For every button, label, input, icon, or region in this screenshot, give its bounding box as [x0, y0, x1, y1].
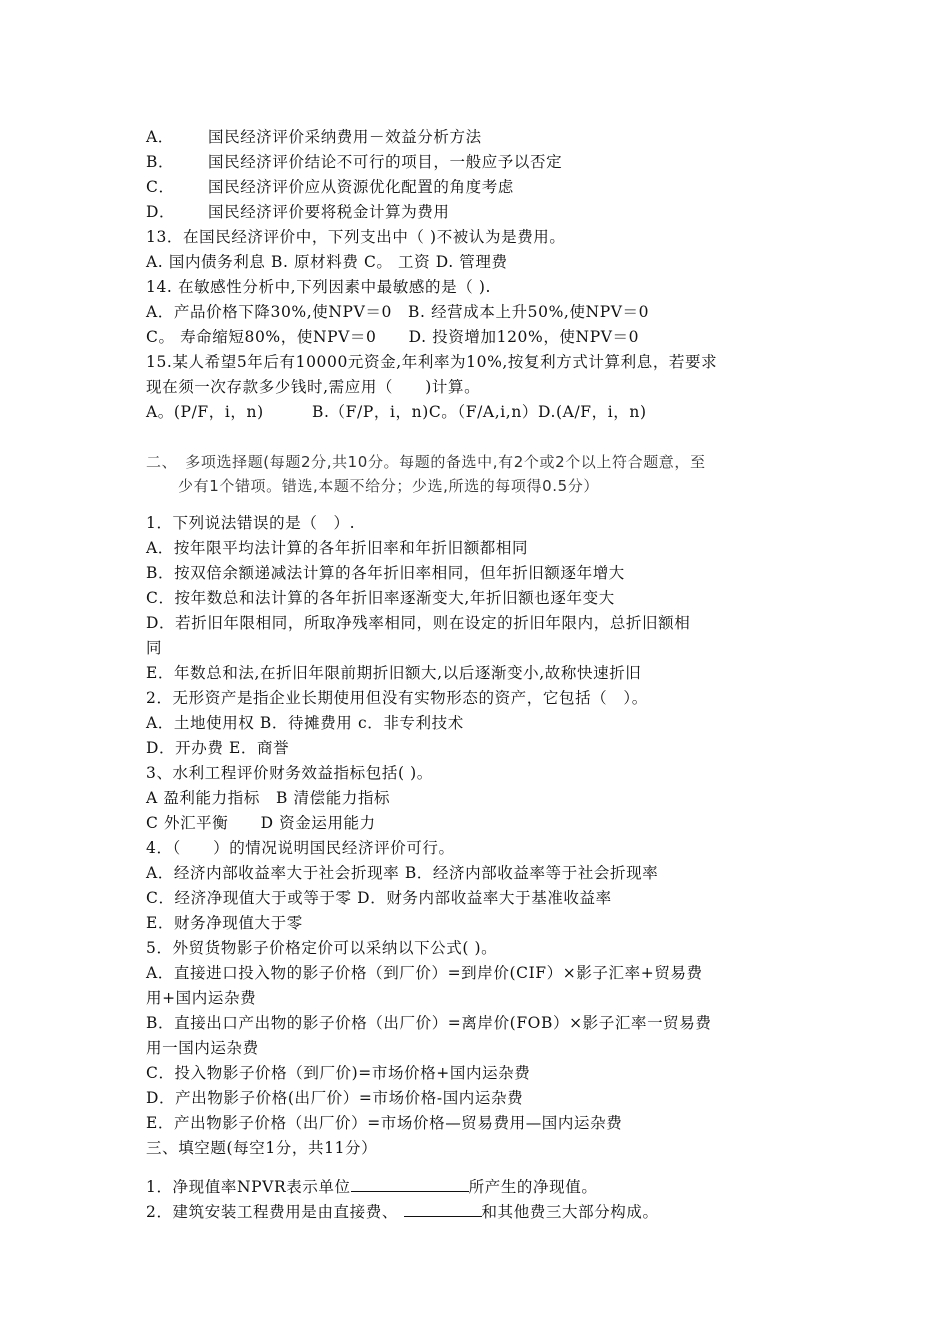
question-14-options-2: C。 寿命缩短80%，使NPV＝0 D. 投资增加120%，使NPV＝0 [146, 328, 640, 346]
text-line: 同 [146, 639, 163, 657]
question-15-line-1: 15.某人希望5年后有10000元资金,年利率为10%,按复利方式计算利息，若要求 [146, 353, 718, 371]
text-line: C．按年数总和法计算的各年折旧率逐渐变大,年折旧额也逐年变大 [146, 589, 615, 607]
text-line: 3、水利工程评价财务效益指标包括( )。 [146, 764, 433, 782]
section-2-title: 二、 多项选择题(每题2分,共10分。每题的备选中,有2个或2个以上符合题意，至 [146, 453, 706, 471]
text-line: 1．下列说法错误的是（ ）. [146, 514, 356, 532]
fill-question-2: 2．建筑安装工程费用是由直接费、 和其他费三大部分构成。 [146, 1200, 659, 1222]
text-line: 5．外贸货物影子价格定价可以采纳以下公式( )。 [146, 939, 498, 957]
question-13: 13．在国民经济评价中，下列支出中（ )不被认为是费用。 [146, 228, 566, 246]
text-line: E．财务净现值大于零 [146, 914, 303, 932]
text-line: E．产出物影子价格（出厂价）=市场价格—贸易费用—国内运杂费 [146, 1114, 623, 1132]
text-line: 2．无形资产是指企业长期使用但没有实物形态的资产，它包括（ ）。 [146, 689, 648, 707]
text-line: A．土地使用权 B．待摊费用 c．非专利技术 [146, 714, 464, 732]
text-line: 用+国内运杂费 [146, 989, 257, 1007]
text-line: B．按双倍余额递减法计算的各年折旧率相同，但年折旧额逐年增大 [146, 564, 625, 582]
fill-blank[interactable] [404, 1200, 482, 1217]
text-line: 4．（ ）的情况说明国民经济评价可行。 [146, 839, 455, 857]
text-line: C．经济净现值大于或等于零 D．财务内部收益率大于基准收益率 [146, 889, 612, 907]
fill-blank[interactable] [351, 1175, 469, 1192]
text-line: D．开办费 E．商誉 [146, 739, 290, 757]
question-14-options-1: A．产品价格下降30%,使NPV＝0 B. 经营成本上升50%,使NPV＝0 [146, 303, 650, 321]
option-line: A． 国民经济评价采纳费用－效益分析方法 [146, 128, 482, 146]
text-line: E．年数总和法,在折旧年限前期折旧额大,以后逐渐变小,故称快速折旧 [146, 664, 642, 682]
question-15-options: A。(P/F，i，n) B.（F/P，i，n)C。（F/A,i,n）D.(A/F，i，n) [146, 403, 647, 421]
text-line: B．直接出口产出物的影子价格（出厂价）=离岸价(FOB）×影子汇率一贸易费 [146, 1014, 712, 1032]
text-line: A 盈利能力指标 B 清偿能力指标 [146, 789, 391, 807]
text-line: D．产出物影子价格(出厂价）=市场价格-国内运杂费 [146, 1089, 524, 1107]
text-line: 用一国内运杂费 [146, 1039, 259, 1057]
text-line: A．按年限平均法计算的各年折旧率和年折旧额都相同 [146, 539, 529, 557]
text-line: C．投入物影子价格（到厂价)=市场价格+国内运杂费 [146, 1064, 531, 1082]
text-line: A．经济内部收益率大于社会折现率 B．经济内部收益率等于社会折现率 [146, 864, 659, 882]
question-15-line-2: 现在须一次存款多少钱时,需应用（ )计算。 [146, 378, 481, 396]
option-line: B． 国民经济评价结论不可行的项目，一般应予以否定 [146, 153, 563, 171]
option-line: C． 国民经济评价应从资源优化配置的角度考虑 [146, 178, 514, 196]
question-14: 14. 在敏感性分析中,下列因素中最敏感的是（ ). [146, 278, 492, 296]
text-line: A．直接进口投入物的影子价格（到厂价）=到岸价(CIF）×影子汇率+贸易费 [146, 964, 703, 982]
section-2-title-cont: 少有1个错项。错选,本题不给分；少选,所选的每项得0.5分） [178, 477, 599, 495]
text-line: C 外汇平衡 D 资金运用能力 [146, 814, 376, 832]
option-line: D． 国民经济评价要将税金计算为费用 [146, 203, 450, 221]
fill-question-1: 1．净现值率NPVR表示单位 所产生的净现值。 [146, 1175, 597, 1197]
section-3-title: 三、填空题(每空1分，共11分） [146, 1139, 378, 1157]
question-13-options: A. 国内债务利息 B. 原材料费 C。 工资 D. 管理费 [146, 253, 508, 271]
text-line: D．若折旧年限相同，所取净残率相同，则在设定的折旧年限内，总折旧额相 [146, 614, 691, 632]
